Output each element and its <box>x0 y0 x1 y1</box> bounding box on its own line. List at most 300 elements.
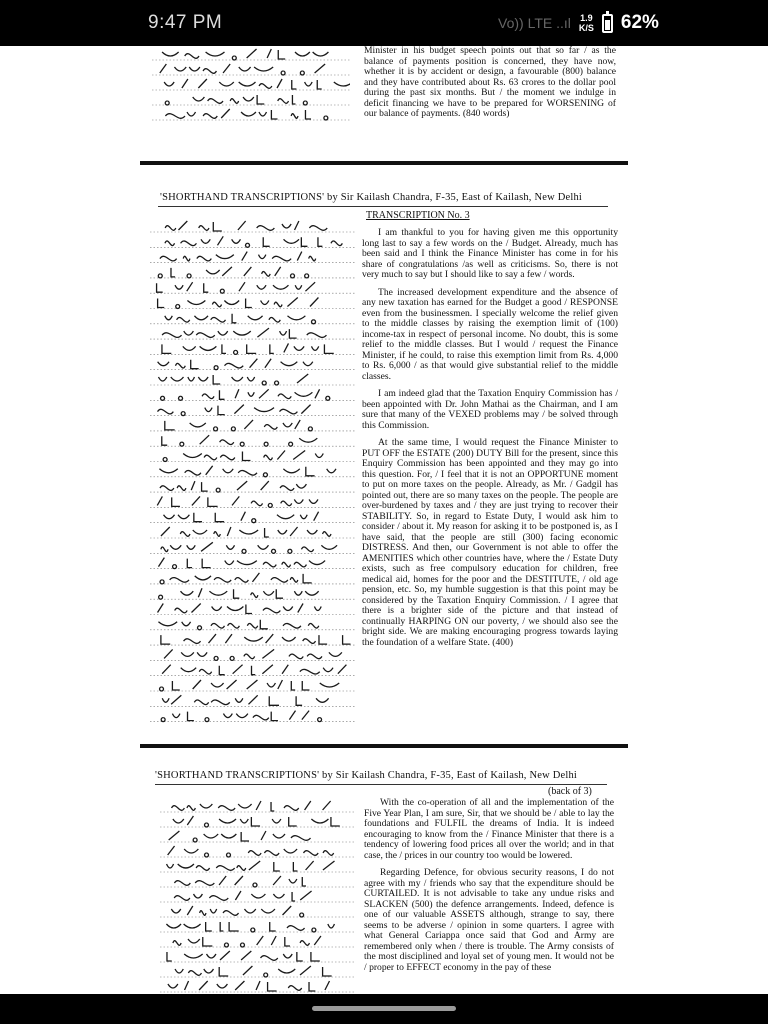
shorthand-stroke <box>202 394 214 399</box>
shorthand-stroke <box>181 652 194 656</box>
shorthand-stroke <box>160 64 167 73</box>
shorthand-stroke <box>305 801 311 810</box>
shorthand-stroke <box>272 819 281 823</box>
shorthand-stroke <box>209 896 228 901</box>
shorthand-stroke <box>260 956 277 961</box>
shorthand-stroke <box>195 576 211 580</box>
shorthand-stroke <box>326 396 330 400</box>
shorthand-stroke <box>220 922 223 931</box>
shorthand-stroke <box>315 454 323 458</box>
shorthand-stroke <box>181 412 185 416</box>
shorthand-stroke <box>165 226 176 231</box>
shorthand-stroke <box>300 966 311 975</box>
shorthand-stroke <box>209 634 216 643</box>
header-rule <box>158 206 608 207</box>
shorthand-stroke <box>230 99 238 104</box>
status-time: 9:47 PM <box>148 12 223 33</box>
shorthand-stroke <box>161 547 168 552</box>
shorthand-stroke <box>263 608 280 613</box>
shorthand-stroke <box>211 623 225 628</box>
shorthand-stroke <box>234 405 243 414</box>
shorthand-stroke <box>319 635 327 644</box>
shorthand-stroke <box>175 363 185 368</box>
shorthand-stroke <box>251 817 260 826</box>
shorthand-stroke <box>323 801 331 810</box>
shorthand-stroke <box>331 241 342 246</box>
shorthand-stroke <box>194 700 208 705</box>
shorthand-stroke <box>288 986 301 991</box>
shorthand-stroke <box>223 911 239 916</box>
shorthand-stroke <box>244 909 255 913</box>
shorthand-stroke <box>307 333 327 338</box>
shorthand-stroke <box>292 892 295 901</box>
shorthand-stroke <box>263 237 269 246</box>
shorthand-stroke <box>172 497 180 506</box>
shorthand-stroke <box>324 344 333 353</box>
shorthand-stroke <box>275 381 279 385</box>
shorthand-stroke <box>312 320 316 324</box>
shorthand-stroke <box>301 237 307 246</box>
shorthand-stroke <box>218 331 228 335</box>
paragraph: Minister in his budget speech points out that so far / as the balance of payments position is concerned, they have now, whether it is by accident or design, a favourable (800) balance and they have contributed about Rs. 63 crores to the dollar pool during the past six months. But / the moment we indulge in deficit financing we have to be prepared for WORSENING of our balance of payments. (840 words) <box>364 46 616 119</box>
battery-icon <box>602 14 613 33</box>
shorthand-stroke <box>261 831 266 840</box>
shorthand-stroke <box>305 591 318 595</box>
shorthand-stroke <box>218 406 225 415</box>
shorthand-stroke <box>216 255 234 259</box>
status-bar <box>0 0 768 46</box>
shorthand-stroke <box>216 866 234 871</box>
shorthand-stroke <box>305 110 311 119</box>
shorthand-stroke <box>193 530 207 534</box>
shorthand-stroke <box>227 680 237 689</box>
shorthand-stroke <box>234 350 238 354</box>
shorthand-strokes <box>152 46 350 127</box>
shorthand-stroke <box>242 452 250 461</box>
shorthand-stroke <box>282 562 291 567</box>
shorthand-stroke <box>214 532 220 537</box>
shorthand-stroke <box>164 515 175 519</box>
shorthand-stroke <box>305 82 313 86</box>
shorthand-stroke <box>159 595 163 599</box>
shorthand-stroke <box>219 82 234 86</box>
shorthand-stroke <box>158 274 162 278</box>
shorthand-stroke <box>165 114 185 119</box>
shorthand-stroke <box>296 696 302 705</box>
shorthand-stroke <box>240 442 244 446</box>
shorthand-stroke <box>248 695 257 704</box>
shorthand-stroke <box>197 652 207 656</box>
shorthand-stroke <box>225 561 234 565</box>
shorthand-stroke <box>283 469 299 473</box>
shorthand-stroke <box>251 928 255 932</box>
paragraph: The increased development expenditure and the absence of any new taxation has earned for the Budget a good / RESPONSE even from the businessmen. I specially welcome the relief given to the middle classes by raising the exemption limit of (100) income-tax in respect of personal income. No doubt, this is some relief to the middle classes. But I would / request the Finance Minister, if he could, to raise this exemption limit from Rs. 4,000 to Rs. 6,000 / as that would give substantial relief to the middle classes. <box>362 286 618 382</box>
shorthand-stroke <box>158 409 174 414</box>
shorthand-stroke <box>318 718 322 722</box>
shorthand-stroke <box>274 302 282 307</box>
shorthand-stroke <box>214 578 231 583</box>
shorthand-stroke <box>253 715 269 720</box>
shorthand-stroke <box>191 481 195 490</box>
shorthand-stroke <box>161 527 170 536</box>
shorthand-stroke <box>204 969 214 973</box>
shorthand-stroke <box>187 806 195 811</box>
shorthand-stroke <box>185 981 189 990</box>
shorthand-stroke <box>331 817 340 826</box>
shorthand-stroke <box>219 666 224 675</box>
battery-percent: 62% <box>620 12 659 33</box>
shorthand-stroke <box>232 56 236 60</box>
shorthand-stroke <box>160 486 174 491</box>
shorthand-stroke <box>224 301 239 305</box>
shorthand-stroke <box>162 665 171 674</box>
shorthand-stroke <box>271 712 278 721</box>
shorthand-stroke <box>338 665 347 674</box>
shorthand-stroke <box>289 329 296 338</box>
shorthand-stroke <box>306 861 314 870</box>
shorthand-stroke <box>258 255 265 259</box>
status-indicators <box>498 10 659 36</box>
shorthand-stroke <box>318 237 322 246</box>
shorthand-stroke <box>163 458 167 462</box>
shorthand-stroke <box>226 853 230 857</box>
shorthand-stroke <box>184 331 194 335</box>
shorthand-stroke <box>259 84 272 89</box>
shorthand-stroke <box>284 239 299 243</box>
shorthand-stroke <box>235 981 244 990</box>
shorthand-stroke <box>301 405 310 414</box>
shorthand-stroke <box>178 515 189 519</box>
shorthand-stroke <box>291 836 311 841</box>
shorthand-stroke <box>181 668 196 672</box>
shorthand-outlines <box>150 218 355 728</box>
shorthand-stroke <box>254 408 274 412</box>
shorthand-stroke <box>311 346 318 350</box>
shorthand-stroke <box>271 936 276 945</box>
shorthand-stroke <box>162 436 167 445</box>
shorthand-stroke <box>247 49 257 58</box>
shorthand-stroke <box>211 317 226 322</box>
shorthand-stroke <box>165 421 175 430</box>
shorthand-stroke <box>314 607 321 611</box>
shorthand-stroke <box>220 951 230 960</box>
shorthand-stroke <box>189 67 200 71</box>
shorthand-strokes <box>150 218 355 729</box>
shorthand-stroke <box>282 224 291 228</box>
shorthand-stroke <box>307 530 317 534</box>
shorthand-stroke <box>199 981 208 990</box>
shorthand-stroke <box>287 316 305 320</box>
paragraph: Regarding Defence, for obvious security reasons, I do not agree with my / friends who say that the expenditure should be CURTAILED. It is not advisable to take any undue risks and SLACKEN (500) the defence arrangements. Indeed, defence is one of our valuable ASSETS although, strange to say, there seems to be adverse / opinion in some quarters. I agree with what General Cariappa once said that God and Army are remembered only when / there is trouble. The Army consists of the most disciplined and loyal set of young men. It would not be / proper to EFFECT economy in the pay of these <box>364 867 614 973</box>
shorthand-stroke <box>220 440 234 445</box>
shorthand-stroke <box>188 939 200 943</box>
shorthand-stroke <box>283 607 293 611</box>
shorthand-stroke <box>343 635 351 644</box>
shorthand-stroke <box>198 79 207 88</box>
shorthand-stroke <box>282 665 288 674</box>
shorthand-stroke <box>187 816 193 825</box>
shorthand-stroke <box>302 681 309 690</box>
shorthand-stroke <box>296 484 306 488</box>
shorthand-stroke <box>200 911 206 916</box>
shorthand-stroke <box>272 549 276 553</box>
shorthand-stroke <box>273 876 281 885</box>
shorthand-stroke <box>283 623 301 628</box>
shorthand-stroke <box>308 427 312 431</box>
shorthand-stroke <box>223 469 234 473</box>
shorthand-stroke <box>293 862 297 871</box>
shorthand-stroke <box>278 530 287 534</box>
shorthand-stroke <box>265 528 269 537</box>
shorthand-stroke <box>309 982 315 991</box>
shorthand-stroke <box>299 438 317 442</box>
shorthand-stroke <box>289 879 297 883</box>
shorthand-stroke <box>298 604 303 613</box>
shorthand-stroke <box>314 512 319 521</box>
shorthand-stroke <box>232 377 243 381</box>
shorthand-stroke <box>256 801 261 810</box>
paragraph: I am indeed glad that the Taxation Enquiry Commission has / been appointed with Dr. John Mathai as the Chairman, and I am sure that many of the VEXED problems may / be solved through this Commission. <box>362 388 618 431</box>
shorthand-stroke <box>203 937 213 946</box>
shorthand-stroke <box>308 623 319 628</box>
shorthand-stroke <box>208 99 223 104</box>
shorthand-stroke <box>226 545 234 549</box>
shorthand-stroke <box>233 331 250 335</box>
shorthand-stroke <box>174 67 186 71</box>
shorthand-stroke <box>239 530 258 534</box>
shorthand-stroke <box>229 922 239 931</box>
shorthand-stroke <box>257 226 275 231</box>
shorthand-stroke <box>291 114 298 119</box>
shorthand-stroke <box>187 906 193 915</box>
shorthand-stroke <box>205 718 209 722</box>
shorthand-stroke <box>248 392 254 396</box>
shorthand-stroke <box>199 669 211 674</box>
shorthand-stroke <box>257 328 269 337</box>
page-divider <box>140 161 628 165</box>
shorthand-stroke <box>182 622 191 626</box>
shorthand-stroke <box>201 542 213 551</box>
shorthand-stroke <box>297 252 302 261</box>
shorthand-stroke <box>300 71 304 75</box>
shorthand-stroke <box>175 608 187 613</box>
shorthand-stroke <box>268 982 277 991</box>
shorthand-stroke <box>235 698 243 702</box>
shorthand-stroke <box>210 909 216 913</box>
shorthand-stroke <box>289 817 297 826</box>
shorthand-stroke <box>268 503 272 507</box>
shorthand-stroke <box>334 82 350 86</box>
shorthand-stroke <box>165 316 173 320</box>
shorthand-stroke <box>291 681 295 690</box>
shorthand-stroke <box>280 409 298 414</box>
shorthand-stroke <box>235 876 243 885</box>
shorthand-stroke <box>251 593 258 598</box>
shorthand-stroke <box>165 241 175 246</box>
shorthand-stroke <box>246 605 252 614</box>
shorthand-stroke <box>264 973 268 977</box>
shorthand-stroke <box>244 267 252 276</box>
shorthand-stroke <box>290 578 298 583</box>
signal-icon: Vo)) LTE ..ıl <box>498 15 571 31</box>
shorthand-stroke <box>235 891 241 900</box>
shorthand-stroke <box>242 549 246 553</box>
shorthand-stroke <box>295 221 299 230</box>
shorthand-stroke <box>261 301 269 305</box>
shorthand-stroke <box>241 832 249 841</box>
shorthand-stroke <box>323 861 335 870</box>
shorthand-stroke <box>294 346 304 350</box>
shorthand-stroke <box>214 427 218 431</box>
shorthand-stroke <box>174 896 190 901</box>
shorthand-stroke <box>193 680 201 689</box>
shorthand-stroke <box>161 718 165 722</box>
shorthand-stroke <box>300 515 307 519</box>
shorthand-stroke <box>217 984 228 988</box>
shorthand-stroke <box>200 435 209 444</box>
home-gesture-handle[interactable] <box>312 1006 456 1011</box>
shorthand-stroke <box>244 637 263 641</box>
shorthand-stroke <box>193 894 202 898</box>
shorthand-stroke <box>214 656 218 660</box>
shorthand-stroke <box>264 442 268 446</box>
shorthand-stroke <box>158 558 164 567</box>
shorthand-stroke <box>257 285 266 289</box>
shorthand-stroke <box>305 282 315 291</box>
shorthand-stroke <box>187 559 192 568</box>
shorthand-stroke <box>196 333 215 338</box>
shorthand-stroke <box>232 496 239 505</box>
shorthand-stroke <box>323 668 333 672</box>
shorthand-stroke <box>275 267 281 276</box>
shorthand-stroke <box>162 344 171 353</box>
navigation-bar <box>0 994 768 1024</box>
shorthand-stroke <box>314 936 321 945</box>
shorthand-stroke <box>183 346 196 350</box>
page-divider <box>140 744 628 748</box>
page-subheading: (back of 3) <box>548 786 592 797</box>
shorthand-stroke <box>193 97 205 101</box>
shorthand-stroke <box>264 425 277 430</box>
shorthand-stroke <box>244 654 255 659</box>
shorthand-stroke <box>309 226 327 231</box>
shorthand-stroke <box>276 589 283 598</box>
shorthand-stroke <box>176 305 180 309</box>
shorthand-stroke <box>180 591 193 595</box>
shorthand-stroke <box>303 362 313 366</box>
shorthand-stroke <box>278 680 283 689</box>
shorthand-stroke <box>262 272 271 277</box>
shorthand-stroke <box>241 951 251 960</box>
shorthand-stroke <box>241 512 246 521</box>
shorthand-stroke <box>273 834 285 838</box>
shorthand-stroke <box>230 656 234 660</box>
battery-fill <box>605 20 610 29</box>
page-header: 'SHORTHAND TRANSCRIPTIONS' by Sir Kailash Chandra, F-35, East of Kailash, New Delhi <box>160 192 583 203</box>
shorthand-stroke <box>221 834 236 838</box>
shorthand-stroke <box>251 501 262 506</box>
shorthand-stroke <box>305 274 309 278</box>
shorthand-stroke <box>264 851 279 856</box>
shorthand-stroke <box>266 634 274 643</box>
shorthand-stroke <box>223 714 232 718</box>
shorthand-stroke <box>292 95 295 104</box>
shorthand-stroke <box>238 470 257 475</box>
shorthand-stroke <box>282 637 296 641</box>
shorthand-stroke <box>270 922 276 931</box>
document-viewer[interactable] <box>0 46 768 994</box>
shorthand-stroke <box>219 390 224 399</box>
shorthand-stroke <box>164 82 174 86</box>
shorthand-stroke <box>170 545 181 549</box>
shorthand-stroke <box>278 394 291 399</box>
shorthand-stroke <box>172 714 180 718</box>
shorthand-stroke <box>300 669 320 674</box>
shorthand-stroke <box>198 626 202 630</box>
shorthand-stroke <box>220 455 235 460</box>
shorthand-stroke <box>175 969 183 973</box>
shorthand-stroke <box>161 396 165 400</box>
shorthand-stroke <box>203 69 216 74</box>
shorthand-stroke <box>212 607 222 611</box>
shorthand-stroke <box>194 513 202 522</box>
shorthand-stroke <box>280 486 294 491</box>
shorthand-stroke <box>281 362 298 366</box>
shorthand-stroke <box>219 876 226 885</box>
shorthand-stroke <box>324 116 328 120</box>
shorthand-stroke <box>273 285 289 289</box>
shorthand-stroke <box>270 344 274 353</box>
shorthand-stroke <box>263 591 274 595</box>
shorthand-stroke <box>252 519 256 523</box>
shorthand-stroke <box>239 67 251 71</box>
shorthand-stroke <box>158 604 164 613</box>
shorthand-stroke <box>165 101 169 105</box>
shorthand-stroke <box>241 112 256 116</box>
paragraph: I am thankful to you for having given me this opportunity long last to say a few words on the / Budget. Already, much has been said and I think the Finance Minister has come in for his share of congratulations /as well as criticisms. So, there is not very much to say but I should like to say a few / words. <box>362 227 618 280</box>
shorthand-stroke <box>317 80 321 89</box>
shorthand-stroke <box>234 589 240 598</box>
shorthand-stroke <box>283 423 292 427</box>
shorthand-stroke <box>172 681 179 690</box>
shorthand-stroke <box>194 316 208 320</box>
shorthand-stroke <box>214 366 218 370</box>
shorthand-stroke <box>323 532 331 537</box>
shorthand-stroke <box>185 470 201 475</box>
shorthand-stroke <box>243 97 254 101</box>
transcription-title: TRANSCRIPTION No. 3 <box>366 210 470 221</box>
shorthand-stroke <box>178 221 187 230</box>
shorthand-stroke <box>288 549 292 553</box>
shorthand-stroke <box>252 666 256 675</box>
shorthand-stroke <box>170 578 189 583</box>
shorthand-stroke <box>162 333 181 338</box>
shorthand-stroke <box>283 954 292 958</box>
shorthand-stroke <box>248 316 263 320</box>
shorthand-stroke <box>238 804 251 808</box>
shorthand-stroke <box>261 481 269 490</box>
shorthand-stroke <box>206 270 220 274</box>
shorthand-stroke <box>315 64 326 73</box>
shorthand-stroke <box>251 894 265 898</box>
shorthand-stroke <box>164 649 173 658</box>
shorthand-stroke <box>269 696 279 705</box>
shorthand-stroke <box>303 639 316 644</box>
shorthand-stroke <box>169 831 180 840</box>
shorthand-stroke <box>190 423 206 427</box>
shorthand-stroke <box>180 442 184 446</box>
shorthand-stroke <box>258 545 269 549</box>
